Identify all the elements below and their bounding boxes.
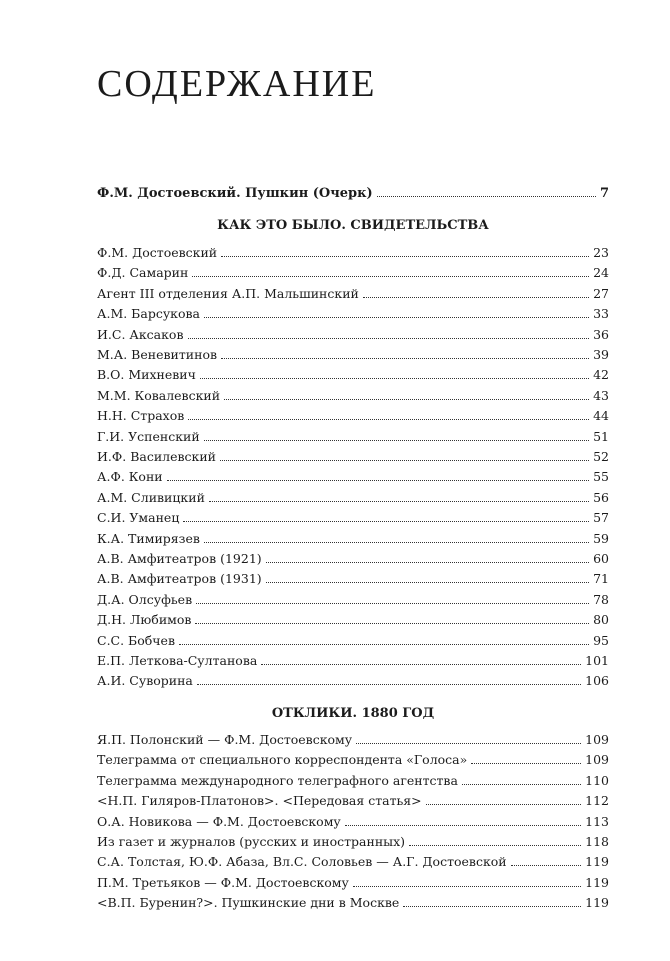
toc-entry-page: 24 [593, 265, 609, 281]
dot-leader [204, 440, 589, 441]
dot-leader [403, 906, 581, 907]
dot-leader [266, 582, 589, 583]
dot-leader [188, 338, 590, 339]
toc-entry-name: М.А. Веневитинов [97, 347, 218, 362]
toc-entry[interactable] [97, 771, 609, 791]
toc-entry-lead[interactable] [97, 184, 609, 204]
toc-entry[interactable] [97, 427, 609, 447]
toc-entry-page: 27 [593, 285, 609, 301]
toc-entry-name: Е.П. Леткова-Султанова [97, 653, 258, 668]
dot-leader [204, 542, 589, 543]
toc-entry[interactable] [97, 569, 609, 589]
dot-leader [353, 886, 581, 887]
toc-entry-page: 43 [593, 387, 609, 403]
dot-leader [195, 623, 589, 624]
toc-entry-name: А.М. Сливицкий [97, 489, 205, 505]
toc-entry-name: Телеграмма международного телеграфного агентства [97, 772, 458, 788]
toc-entry[interactable] [97, 284, 609, 304]
toc-entry[interactable] [97, 873, 609, 893]
toc-entry[interactable] [97, 549, 609, 569]
dot-leader [197, 684, 581, 685]
toc-entry-page: 101 [585, 653, 609, 668]
toc-entry-name: Ф.М. Достоевский. Пушкин (Очерк) [97, 186, 373, 201]
toc-entry[interactable] [97, 304, 609, 324]
dot-leader [356, 743, 581, 744]
toc-entry-page: 71 [593, 571, 609, 587]
toc-entry-page: 119 [585, 895, 609, 911]
toc-entry-name: А.В. Амфитеатров (1931) [97, 571, 262, 587]
dot-leader [183, 521, 589, 522]
toc-entry-page: 106 [585, 673, 609, 689]
toc-entry-page: 78 [593, 591, 609, 607]
dot-leader [462, 784, 581, 785]
dot-leader [471, 763, 581, 764]
toc-entry[interactable] [97, 345, 609, 365]
toc-entry-page: 119 [585, 854, 609, 870]
toc-entry[interactable] [97, 852, 609, 872]
toc-entry[interactable] [97, 508, 609, 528]
toc-entry-name: А.Ф. Кони [97, 469, 163, 485]
toc-entry-name: К.А. Тимирязев [97, 530, 200, 546]
dot-leader [179, 644, 589, 645]
dot-leader [196, 603, 589, 604]
toc-entry[interactable] [97, 263, 609, 283]
toc-entry-page: 119 [585, 874, 609, 890]
toc-entry-name: И.С. Аксаков [97, 326, 184, 342]
page-title: СОДЕРЖАНИЕ [97, 63, 377, 105]
toc-entry-name: В.О. Михневич [97, 367, 196, 383]
toc-entry-page: 109 [585, 732, 609, 747]
dot-leader [426, 804, 581, 805]
toc-entry-name: Я.П. Полонский — Ф.М. Достоевскому [97, 732, 353, 747]
toc-entry[interactable] [97, 467, 609, 487]
dot-leader [377, 196, 596, 197]
toc-entry-name: Д.А. Олсуфьев [97, 591, 193, 607]
toc-entry-name: А.М. Барсукова [97, 306, 201, 322]
toc-entry[interactable] [97, 325, 609, 345]
dot-leader [221, 256, 589, 257]
toc-entry-page: 42 [593, 367, 609, 383]
toc-entry-page: 36 [593, 326, 609, 342]
toc-entry-page: 39 [593, 347, 609, 362]
dot-leader [409, 845, 581, 846]
toc-entry[interactable] [97, 671, 609, 691]
toc-entry[interactable] [97, 529, 609, 549]
toc-entry-name: С.И. Уманец [97, 510, 180, 526]
toc-entry[interactable] [97, 730, 609, 750]
toc-entry[interactable] [97, 590, 609, 610]
toc-entry[interactable] [97, 610, 609, 630]
toc-entry-name: Телеграмма от специального корреспондента «Голоса» [97, 752, 468, 768]
dot-leader [204, 317, 589, 318]
toc-entry[interactable] [97, 750, 609, 770]
toc-entry[interactable] [97, 893, 609, 913]
toc-entry-name: Д.Н. Любимов [97, 612, 192, 628]
toc-entry-page: 7 [599, 186, 609, 201]
toc-entry-name: С.С. Бобчев [97, 632, 175, 648]
toc-entry-page: 51 [593, 428, 609, 444]
toc-entry-name: <Н.П. Гиляров-Платонов>. <Передовая статья> [97, 793, 422, 809]
dot-leader [363, 297, 589, 298]
dot-leader [266, 562, 589, 563]
toc-entry-page: 33 [593, 306, 609, 322]
toc-entry-page: 52 [593, 449, 609, 464]
toc-entry-name: И.Ф. Василевский [97, 449, 217, 464]
toc-entry[interactable] [97, 832, 609, 852]
toc-entry-name: А.И. Суворина [97, 673, 193, 689]
toc-entry-page: 112 [585, 793, 609, 809]
toc-entry-name: О.А. Новикова — Ф.М. Достоевскому [97, 813, 341, 829]
toc-entry-name: С.А. Толстая, Ю.Ф. Абаза, Вл.С. Соловьев — А.Г. Достоевской [97, 854, 507, 870]
toc-entry[interactable] [97, 651, 609, 671]
toc-entry-name: <В.П. Буренин?>. Пушкинские дни в Москве [97, 895, 400, 911]
toc-entry[interactable] [97, 243, 609, 263]
toc-entry-name: М.М. Ковалевский [97, 387, 221, 403]
toc-entry-page: 109 [585, 752, 609, 768]
toc-entry-page: 113 [585, 813, 609, 829]
toc-entry-name: П.М. Третьяков — Ф.М. Достоевскому [97, 874, 349, 890]
toc-entry-name: Ф.М. Достоевский [97, 245, 218, 260]
toc-entry-page: 59 [593, 530, 609, 546]
toc-entry[interactable] [97, 386, 609, 406]
dot-leader [221, 358, 589, 359]
toc-entry-page: 55 [593, 469, 609, 485]
section-heading: ОТКЛИКИ. 1880 ГОД [271, 706, 435, 721]
toc-entry-name: А.В. Амфитеатров (1921) [97, 551, 262, 566]
toc-entry-name: Н.Н. Страхов [97, 408, 185, 424]
dot-leader [188, 419, 589, 420]
toc-entry[interactable] [97, 488, 609, 508]
toc-entry-page: 44 [593, 408, 609, 424]
toc-entry-name: Ф.Д. Самарин [97, 265, 189, 281]
dot-leader [192, 276, 589, 277]
dot-leader [200, 378, 589, 379]
toc-entry[interactable] [97, 406, 609, 426]
dot-leader [209, 501, 589, 502]
section-heading: КАК ЭТО БЫЛО. СВИДЕТЕЛЬСТВА [217, 218, 489, 233]
toc-entry[interactable] [97, 791, 609, 811]
dot-leader [224, 399, 589, 400]
toc-entry-page: 110 [585, 772, 609, 788]
toc-entry[interactable] [97, 631, 609, 651]
toc-entry[interactable] [97, 365, 609, 385]
toc-entry-page: 57 [593, 510, 609, 526]
toc-entry-page: 60 [593, 551, 609, 566]
dot-leader [261, 664, 581, 665]
dot-leader [220, 460, 589, 461]
toc-entry[interactable] [97, 812, 609, 832]
toc-entry-name: Г.И. Успенский [97, 428, 200, 444]
dot-leader [345, 825, 581, 826]
toc-entry-page: 95 [593, 632, 609, 648]
toc-entry[interactable] [97, 447, 609, 467]
dot-leader [167, 480, 589, 481]
toc-entry-page: 80 [593, 612, 609, 628]
toc-entry-name: Из газет и журналов (русских и иностранных) [97, 834, 406, 849]
toc-entry-page: 56 [593, 489, 609, 505]
toc-entry-page: 118 [585, 834, 609, 849]
toc-entry-page: 23 [593, 245, 609, 260]
dot-leader [511, 865, 582, 866]
toc-entry-name: Агент III отделения А.П. Мальшинский [97, 285, 359, 301]
